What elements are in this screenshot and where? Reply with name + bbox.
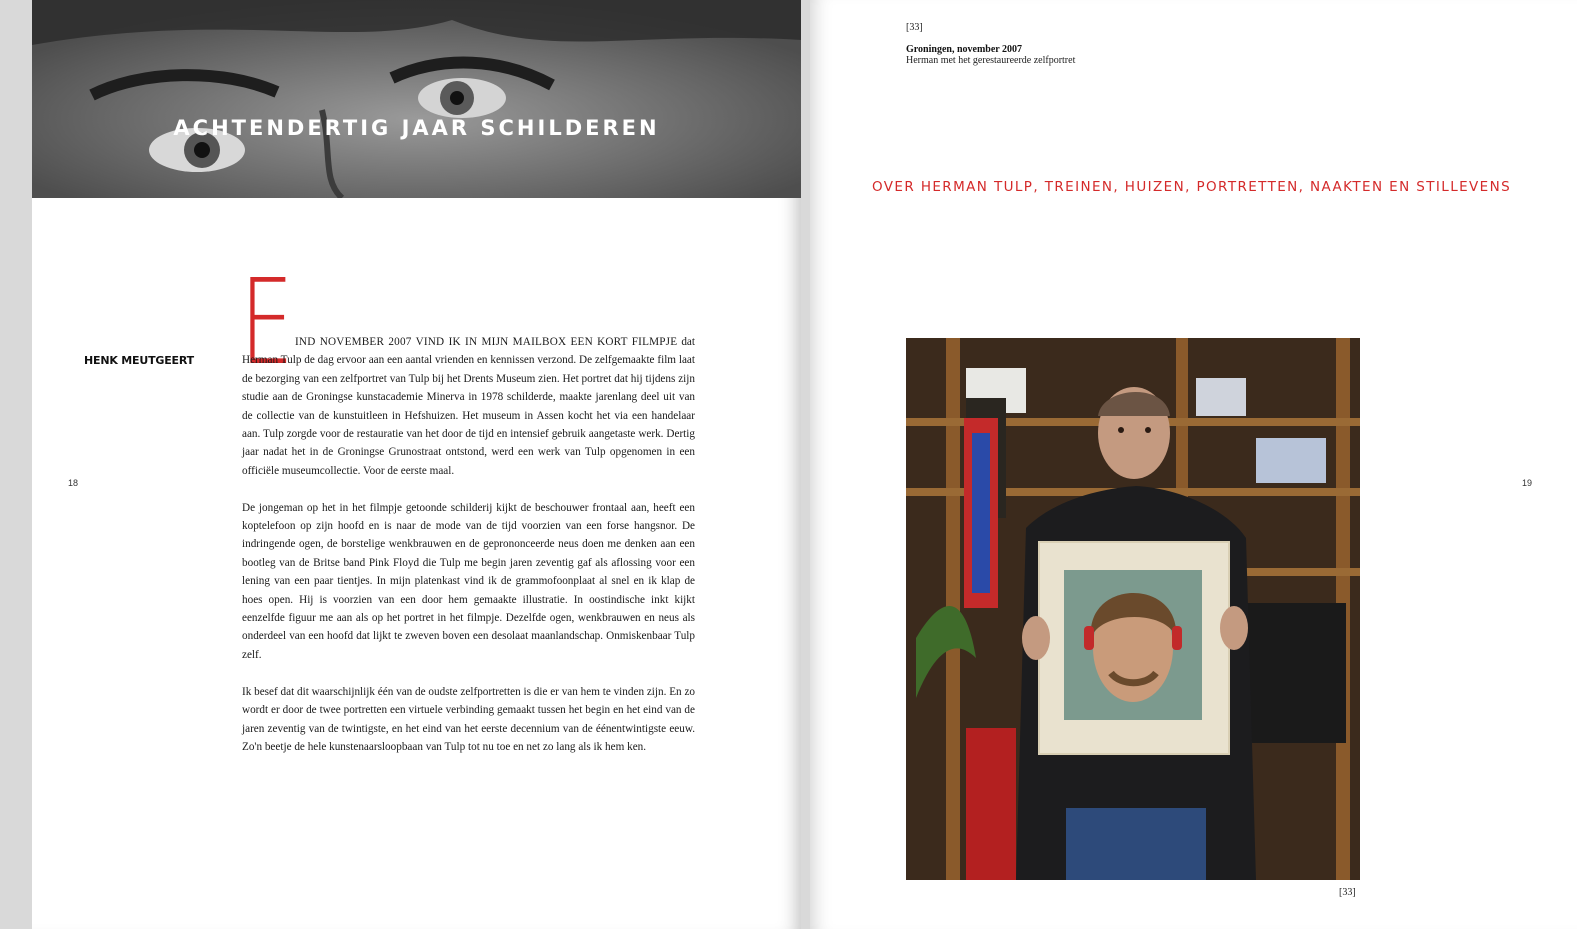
- paragraph-1: [242, 333, 695, 480]
- paragraph-3: Ik besef dat dit waarschijnlijk één van de oudste zelfportretten is die er van hem te vinden zijn. En zo wordt er door de twee portretten een virtuele verbinding gemaakt tussen het begin en het eind van de jaren zeventig van de twintigste, en het eind van het eerste decennium van de éénentwintigste eeuw. Zo'n beetje de hele kunstenaarsloopbaan van Tulp tot nu toe en net zo lang als ik hem ken.: [242, 685, 695, 753]
- portrait-photo: [906, 338, 1360, 880]
- man-holding-portrait-image: [906, 338, 1360, 880]
- page-number-left: 18: [68, 478, 79, 488]
- chapter-title: ACHTENDERTIG JAAR SCHILDEREN: [173, 116, 660, 140]
- header-photo: [32, 0, 801, 198]
- article-body: [242, 333, 695, 775]
- caption-title: Groningen, november 2007: [906, 44, 1023, 55]
- paragraph-2: De jongeman op het in het filmpje getoonde schilderij kijkt de beschouwer frontaal aan, heeft een koptelefoon op zijn hoofd en is naar de mode van de tijd voorzien van een forse hangsnor. De indringende ogen, de borstelige wenkbrauwen en de geprononceerde neus doen me denken aan een bootleg van de Britse band Pink Floyd die Tulp me begin jaren zeventig gaf als aflossing voor een lening van een paar tientjes. In mijn platenkast vind ik de grammofoonplaat al snel en ik klap de hoes open. Hij is voorzien van een door hem gemaakte illustratie. In oostindische inkt kijkt eenzelfde figuur me aan als op het portret in het filmpje. Dezelfde ogen, wenkbrauwen en neus als onderdeel van een hoofd dat lijkt te zweven boven een desolaat maanlandschap. Onmiskenbaar Tulp zelf.: [242, 501, 695, 661]
- chapter-subtitle: OVER HERMAN TULP, TREINEN, HUIZEN, PORTRETTEN, NAAKTEN EN STILLEVENS: [872, 179, 1512, 195]
- face-closeup-image: [32, 0, 801, 198]
- page-number-right: 19: [1522, 478, 1533, 488]
- left-page: [32, 0, 801, 929]
- author-name: HENK MEUTGEERT: [84, 354, 194, 367]
- drop-cap: E: [240, 253, 294, 391]
- paragraph-1-text: dat Herman Tulp de dag ervoor aan een aantal vrienden en kennissen verzond. De zelfgemaakte film laat de bezorging van een zelfportret van Tulp bij het Drents Museum zien. Het portret dat hij tijdens zijn studie aan de Groningse kunstacademie Minerva in 1978 schilderde, maakte jarenlang deel uit van de collectie van de kunstuitleen in Hefshuizen. Het museum in Assen kocht het via een handelaar aan. Tulp zorgde voor de restauratie van het door de tijd en intensief gebruik aangetaste werk. Dertig jaar nadat het in de Groningse Grunostraat ontstond, werd een werk van Tulp opgenomen in een officiële museumcollectie. Voor de eerste maal.: [242, 336, 695, 477]
- caption-text: Herman met het gerestaureerde zelfportret: [906, 55, 1076, 66]
- right-page: [810, 0, 1577, 929]
- photo-number: [33]: [1339, 887, 1356, 898]
- caption-number: [33]: [906, 22, 923, 33]
- paragraph-lead: IND NOVEMBER 2007 VIND IK IN MIJN MAILBOX EEN KORT FILMPJE: [295, 336, 678, 348]
